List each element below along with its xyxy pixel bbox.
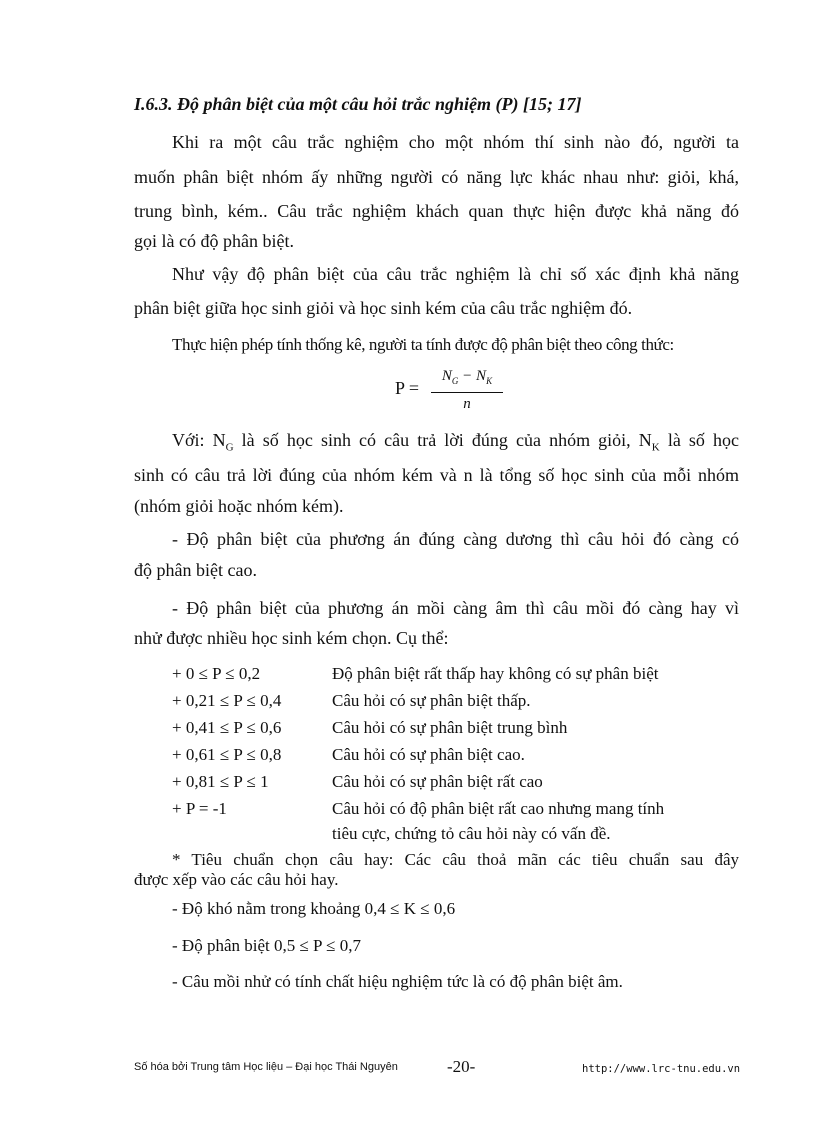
bullet2-line-2: nhử được nhiều học sinh kém chọn. Cụ thể: bbox=[134, 628, 449, 648]
standard-item-distractor: - Câu mồi nhử có tính chất hiệu nghiệm tức là có độ phân biệt âm. bbox=[172, 972, 623, 991]
section-heading: I.6.3. Độ phân biệt của một câu hỏi trắc nghiệm (P) [15; 17] bbox=[134, 94, 582, 114]
criteria-condition: + 0,41 ≤ P ≤ 0,6 bbox=[172, 718, 282, 737]
criteria-description: Câu hỏi có độ phân biệt rất cao nhưng mang tính bbox=[332, 799, 665, 818]
para4-line-1: Với: $N_G$ là số học sinh có câu trả lời đúng của nhóm giỏi, $N_K$ là số học bbox=[172, 430, 739, 454]
para4-line-2: sinh có câu trả lời đúng của nhóm kém và n là tổng số học sinh của mỗi nhóm bbox=[134, 465, 739, 485]
criteria-condition: + P = -1 bbox=[172, 799, 227, 818]
formula-numerator: $N_G - N_K$ bbox=[441, 368, 493, 386]
para2-line-1: Như vậy độ phân biệt của câu trắc nghiệm là chỉ số xác định khả năng bbox=[172, 264, 739, 284]
fraction-bar bbox=[431, 392, 503, 393]
bullet1-line-2: độ phân biệt cao. bbox=[134, 560, 257, 580]
criteria-description: tiêu cực, chứng tỏ câu hỏi này có vấn đề. bbox=[332, 824, 611, 843]
footer-url[interactable]: http://www.lrc-tnu.edu.vn bbox=[582, 1063, 741, 1075]
formula-lhs: P = bbox=[395, 378, 419, 398]
criteria-description: Câu hỏi có sự phân biệt trung bình bbox=[332, 718, 568, 737]
footer-source: Số hóa bởi Trung tâm Học liệu – Đại học Thái Nguyên bbox=[134, 1061, 398, 1073]
standard-item-difficulty: - Độ khó nằm trong khoảng 0,4 ≤ K ≤ 0,6 bbox=[172, 899, 456, 918]
criteria-description: Độ phân biệt rất thấp hay không có sự phân biệt bbox=[332, 664, 659, 683]
bullet2-line-1: - Độ phân biệt của phương án mồi càng âm thì câu mồi đó càng hay vì bbox=[172, 598, 739, 618]
discrimination-formula bbox=[395, 366, 535, 412]
criteria-description: Câu hỏi có sự phân biệt cao. bbox=[332, 745, 525, 764]
para1-line-3: trung bình, kém.. Câu trắc nghiệm khách quan thực hiện được khả năng đó bbox=[134, 201, 739, 221]
good-question-standard bbox=[134, 850, 739, 890]
para3: Thực hiện phép tính thống kê, người ta tính được độ phân biệt theo công thức: bbox=[172, 335, 674, 354]
para1-line-4: gọi là có độ phân biệt. bbox=[134, 231, 294, 251]
para4-line-3: (nhóm giỏi hoặc nhóm kém). bbox=[134, 496, 344, 516]
criteria-condition: + 0,61 ≤ P ≤ 0,8 bbox=[172, 745, 282, 764]
criteria-description: Câu hỏi có sự phân biệt thấp. bbox=[332, 691, 531, 710]
criteria-condition: + 0,81 ≤ P ≤ 1 bbox=[172, 772, 269, 791]
formula-denominator: n bbox=[463, 396, 471, 412]
standard-line-2: được xếp vào các câu hỏi hay. bbox=[134, 870, 339, 889]
para1-line-2: muốn phân biệt nhóm ấy những người có năng lực khác nhau như: giỏi, khá, bbox=[134, 167, 739, 187]
formula-fraction bbox=[431, 366, 503, 414]
criteria-condition: + 0 ≤ P ≤ 0,2 bbox=[172, 664, 261, 683]
para1-line-1: Khi ra một câu trắc nghiệm cho một nhóm thí sinh nào đó, người ta bbox=[172, 132, 739, 152]
standard-line-1: * Tiêu chuẩn chọn câu hay: Các câu thoả mãn các tiêu chuẩn sau đây bbox=[172, 850, 739, 869]
criteria-condition: + 0,21 ≤ P ≤ 0,4 bbox=[172, 691, 282, 710]
para2-line-2: phân biệt giữa học sinh giỏi và học sinh kém của câu trắc nghiệm đó. bbox=[134, 298, 633, 318]
standard-item-discrimination: - Độ phân biệt 0,5 ≤ P ≤ 0,7 bbox=[172, 936, 361, 955]
page-number: -20- bbox=[447, 1057, 476, 1076]
bullet1-line-1: - Độ phân biệt của phương án đúng càng dương thì câu hỏi đó càng có bbox=[172, 529, 739, 549]
criteria-description: Câu hỏi có sự phân biệt rất cao bbox=[332, 772, 543, 791]
